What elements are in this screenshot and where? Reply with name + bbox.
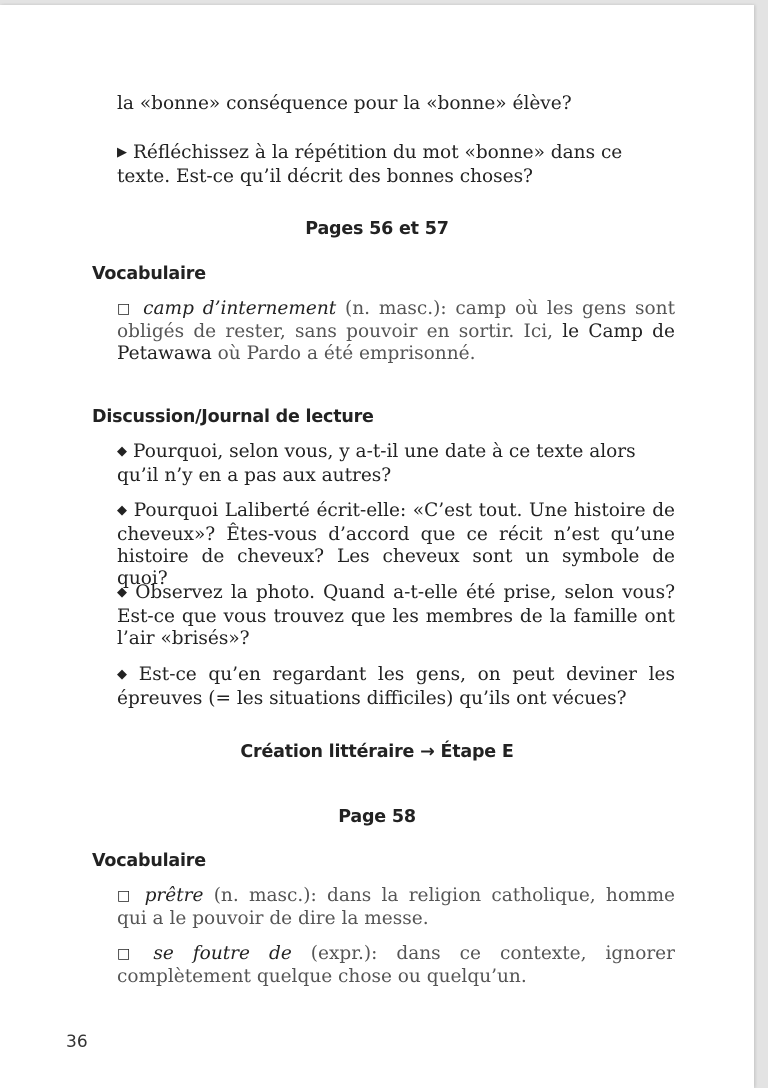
page-number: 36 (66, 1032, 88, 1052)
book-page (0, 5, 754, 1088)
diamond-icon: ◆ (117, 503, 128, 518)
square-icon: □ (117, 888, 135, 904)
question-item: ◆ Observez la photo. Quand a-t-elle été prise, selon vous? Est-ce que vous trouvez que les membres de la famille ont l’air «brisés»? (117, 582, 675, 649)
vocab-heading-1: Vocabulaire (92, 264, 206, 284)
vocab-term: camp d’internement (143, 298, 337, 319)
vocab-highlight: le Camp de Petawawa (117, 321, 675, 364)
vocab-entry-se-foutre: □ se foutre de (expr.): dans ce contexte, ignorer complètement quelque chose ou quelqu’un. (117, 943, 675, 987)
vocab-entry-pretre: □ prêtre (n. masc.): dans la religion catholique, homme qui a le pouvoir de dire la messe. (117, 885, 675, 929)
vocab-entry-camp: □ camp d’internement (n. masc.): camp où les gens sont obligés de rester, sans pouvoir en sortir. Ici, le Camp de Petawawa où Pardo a été emprisonné. (117, 298, 675, 364)
diamond-icon: ◆ (117, 444, 127, 459)
diamond-icon: ◆ (117, 585, 130, 600)
intro-line: la «bonne» conséquence pour la «bonne» élève? (117, 93, 572, 114)
section-title-pages-56-57: Pages 56 et 57 (305, 219, 449, 239)
square-icon: □ (117, 946, 144, 962)
square-icon: □ (117, 301, 134, 317)
section-title-page-58: Page 58 (338, 807, 416, 827)
discussion-heading: Discussion/Journal de lecture (92, 407, 374, 427)
intro-question: ▶ Réfléchissez à la répétition du mot «bonne» dans ce texte. Est-ce qu’il décrit des bonnes choses? (117, 142, 623, 187)
vocab-heading-2: Vocabulaire (92, 851, 206, 871)
vocab-term: prêtre (144, 885, 204, 906)
creation-litteraire-heading: Création littéraire → Étape E (240, 742, 514, 762)
vocab-term: se foutre de (153, 943, 292, 964)
diamond-icon: ◆ (117, 667, 133, 682)
question-item: ◆ Est-ce qu’en regardant les gens, on peut deviner les épreuves (= les situations difficiles) qu’ils ont vécues? (117, 664, 676, 709)
question-item: ◆ Pourquoi, selon vous, y a-t-il une date à ce texte alors qu’il n’y en a pas aux autres? (117, 441, 636, 486)
triangle-right-icon: ▶ (117, 145, 127, 160)
question-item: ◆ Pourquoi Laliberté écrit-elle: «C’est tout. Une histoire de cheveux»? Êtes-vous d’accord que ce récit n’est qu’une histoire de cheveux? Les cheveux sont un symbole de quoi? (117, 500, 676, 589)
